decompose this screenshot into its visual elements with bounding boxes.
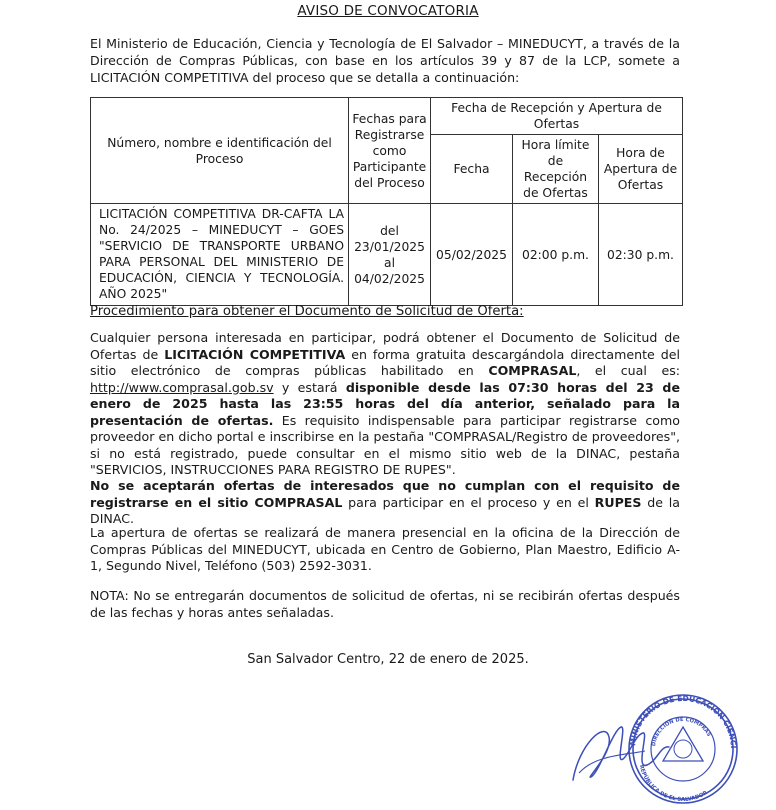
process-table [90, 97, 683, 306]
p1-bold-licitacion: LICITACIÓN COMPETITIVA [164, 346, 346, 362]
closing-date: San Salvador Centro, 22 de enero de 2025. [247, 652, 529, 667]
cell-hora-limite: 02:00 p.m. [512, 204, 598, 306]
p2-text-c: para participar en el proceso y en el [342, 494, 595, 510]
reg-fin: 04/02/2025 [354, 271, 425, 286]
table-row [91, 204, 683, 306]
p2-bold-comprasal: COMPRASAL [254, 494, 343, 510]
requirement-paragraph [90, 478, 680, 528]
svg-text:DIRECCIÓN DE COMPRAS: DIRECCIÓN DE COMPRAS [651, 716, 712, 747]
procedure-paragraph [90, 330, 680, 479]
table-header-row [91, 98, 683, 135]
cell-fecha: 05/02/2025 [431, 204, 513, 306]
header-fechas-registro: Fechas para Registrarse como Participante del Proceso [349, 98, 431, 204]
cell-hora-apertura: 02:30 p.m. [599, 204, 683, 306]
reg-al: al [384, 255, 395, 270]
procedure-heading: Procedimiento para obtener el Documento de Solicitud de Oferta: [90, 304, 524, 319]
nota-paragraph: NOTA: No se entregarán documentos de solicitud de ofertas, ni se recibirán ofertas después de las fechas y horas antes señaladas. [90, 588, 680, 620]
p1-text-e: , el cual es: [576, 363, 680, 378]
p1-text-f: y estará [273, 379, 346, 395]
p1-bold-comprasal: COMPRASAL [488, 363, 577, 378]
p1-text-c: en forma gratuita descargándola directamente del sitio electrónico de compras públicas habilitado en [90, 346, 680, 378]
stamp-seal-icon [565, 685, 765, 805]
header-recepcion-apertura: Fecha de Recepción y Apertura de Ofertas [431, 98, 683, 135]
header-hora-apertura: Hora de Apertura de Ofertas [599, 135, 683, 204]
cell-proceso: LICITACIÓN COMPETITIVA DR-CAFTA LA No. 24/2025 – MINEDUCYT – GOES "SERVICIO DE TRANSPORTE URBANO PARA PERSONAL DEL MINISTERIO DE EDUCACIÓN, CIENCIA Y TECNOLOGÍA. AÑO 2025" [91, 204, 349, 306]
header-proceso: Número, nombre e identificación del Proceso [91, 98, 349, 204]
reg-del: del [380, 223, 399, 238]
p2-bold-a: No se aceptarán ofertas de interesados que no cumplan con el requisito de registrarse en el sitio [90, 478, 680, 510]
p2-text-e: de la DINAC. [90, 494, 680, 526]
apertura-paragraph: La apertura de ofertas se realizará de manera presencial en la oficina de la Dirección de Compras Públicas del MINEDUCYT, ubicada en Centro de Gobierno, Plan Maestro, Edificio A-1, Segundo Nivel, Teléfono (503) 2592-3031. [90, 525, 680, 573]
svg-text:MINISTERIO DE EDUCACIÓN CIENCI: MINISTERIO DE EDUCACIÓN CIENCI [628, 693, 739, 749]
svg-text:REPÚBLICA DE EL SALVADOR: REPÚBLICA DE EL SALVADOR [637, 764, 709, 804]
document-title: AVISO DE CONVOCATORIA [297, 3, 479, 19]
intro-paragraph: El Ministerio de Educación, Ciencia y Tecnología de El Salvador – MINEDUCYT, a través de la Dirección de Compras Públicas, con base en los artículos 39 y 87 de la LCP, somete a LICITACIÓN COMPETITIVA del proceso que se detalla a continuación: [90, 36, 680, 85]
reg-inicio: 23/01/2025 [354, 239, 425, 254]
p1-bold-disponible: disponible desde las 07:30 horas del 23 de enero de 2025 hasta las 23:55 horas del día anterior, señalado para la presentación de ofertas. [90, 379, 680, 428]
p2-bold-rupes: RUPES [594, 494, 642, 510]
p1-text-a: Cualquier persona interesada en participar, podrá obtener el Documento de Solicitud de Ofertas de [90, 330, 680, 362]
header-fecha: Fecha [431, 135, 513, 204]
header-hora-limite: Hora límite de Recepción de Ofertas [512, 135, 598, 204]
comprasal-link[interactable]: http://www.comprasal.gob.sv [90, 379, 274, 395]
p1-text-h: Es requisito indispensable para participar registrarse como proveedor en dicho portal e inscribirse en la pestaña "COMPRASAL/Registro de proveedores", si no está registrado, puede consultar en el mismo sitio web de la DINAC, pestaña "SERVICIOS, INSTRUCCIONES PARA REGISTRO DE RUPES". [90, 412, 680, 477]
signature-stamp-area [565, 685, 765, 809]
cell-fechas-registro [349, 204, 431, 306]
